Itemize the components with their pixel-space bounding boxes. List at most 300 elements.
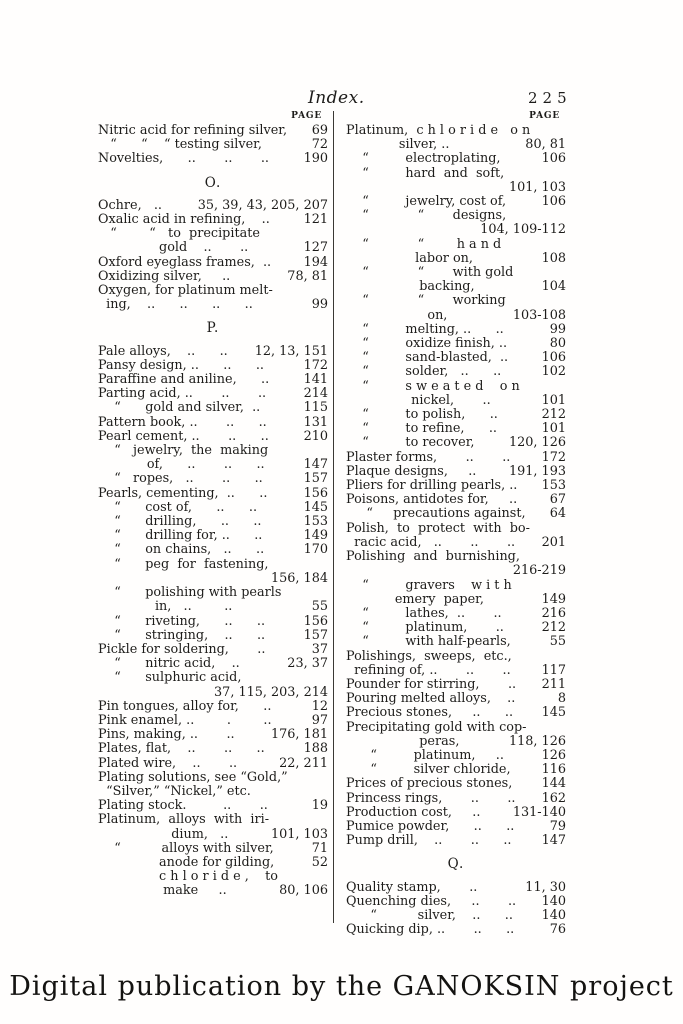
entry-page-number: 153 bbox=[303, 514, 328, 530]
entry-text: “ melting, .. .. bbox=[346, 321, 504, 337]
entry-page-number: 127 bbox=[303, 240, 328, 256]
entry-text: Plating stock. .. .. bbox=[98, 798, 268, 814]
index-entry bbox=[346, 895, 566, 909]
index-entry bbox=[346, 678, 566, 692]
entry-page-number: 116 bbox=[541, 762, 566, 778]
index-entry bbox=[346, 138, 566, 152]
index-entry bbox=[98, 870, 328, 884]
entry-text: Oxalic acid in refining, .. bbox=[98, 212, 270, 228]
entry-text: “ to recover, bbox=[346, 435, 475, 451]
entry-page-number: 78, 81 bbox=[287, 268, 328, 284]
index-entry bbox=[98, 124, 328, 138]
entry-text: labor on, bbox=[346, 250, 473, 266]
entry-text: of, .. .. .. bbox=[98, 457, 265, 473]
entry-text: Platinum, alloys with iri- bbox=[98, 812, 270, 828]
index-entry bbox=[98, 227, 328, 241]
entry-text: “ oxidize finish, .. bbox=[346, 336, 508, 352]
index-entry bbox=[346, 408, 566, 422]
index-entry bbox=[346, 451, 566, 465]
entry-page-number: 37 bbox=[311, 641, 328, 657]
index-entry bbox=[98, 270, 328, 284]
entry-page-number: 201 bbox=[541, 534, 566, 550]
entry-text: “ platinum, .. bbox=[346, 620, 504, 636]
entry-page-number: 37, 115, 203, 214 bbox=[214, 684, 328, 700]
index-entry bbox=[346, 650, 566, 664]
entry-page-number: 108 bbox=[541, 250, 566, 266]
entry-text: “ jewelry, cost of, bbox=[346, 194, 507, 210]
index-entry bbox=[346, 209, 566, 223]
entry-page-number: 156, 184 bbox=[271, 570, 328, 586]
entry-page-number: 117 bbox=[541, 662, 566, 678]
index-entry bbox=[346, 607, 566, 621]
index-entry bbox=[98, 572, 328, 586]
entry-text: “ ropes, .. .. .. bbox=[98, 471, 263, 487]
footer-text: Digital publication by the GANOKSIN project bbox=[9, 971, 674, 1002]
entry-text: “ s w e a t e d o n bbox=[346, 378, 520, 394]
entry-page-number: 118, 126 bbox=[509, 733, 566, 749]
page-column-label: PAGE bbox=[529, 111, 560, 121]
entry-text: Pump drill, .. .. .. bbox=[346, 833, 512, 849]
entry-page-number: 8 bbox=[557, 691, 566, 707]
entry-text: Pickle for soldering, .. bbox=[98, 641, 266, 657]
entry-text: “ “ with gold bbox=[346, 265, 514, 281]
entry-page-number: 101, 103 bbox=[509, 179, 566, 195]
index-entry bbox=[346, 923, 566, 937]
entry-text: anode for gilding, bbox=[98, 854, 275, 870]
index-entry bbox=[346, 294, 566, 308]
entry-text: “ peg for fastening, bbox=[98, 556, 269, 572]
index-entry bbox=[98, 138, 328, 152]
entry-page-number: 144 bbox=[541, 776, 566, 792]
entry-text: “ sulphuric acid, bbox=[98, 670, 242, 686]
index-entry bbox=[346, 522, 566, 536]
entry-text: Pink enamel, .. . .. bbox=[98, 712, 272, 728]
entry-page-number: 12, 13, 151 bbox=[254, 343, 328, 359]
entry-page-number: 157 bbox=[303, 627, 328, 643]
entry-page-number: 102 bbox=[541, 364, 566, 380]
index-entry bbox=[346, 479, 566, 493]
entry-text: emery paper, bbox=[346, 591, 484, 607]
entry-text: backing, bbox=[346, 279, 475, 295]
index-entry bbox=[98, 558, 328, 572]
index-entry bbox=[98, 501, 328, 515]
entry-text: “ jewelry, the making bbox=[98, 443, 269, 459]
index-entry bbox=[346, 280, 566, 294]
page-title: Index. bbox=[308, 88, 365, 108]
entry-page-number: 55 bbox=[549, 634, 566, 650]
entry-page-number: 35, 39, 43, 205, 207 bbox=[197, 197, 328, 213]
entry-page-number: 216-219 bbox=[512, 563, 566, 579]
entry-text: Paraffine and aniline, .. bbox=[98, 372, 270, 388]
index-entry bbox=[98, 256, 328, 270]
index-entry bbox=[98, 686, 328, 700]
entry-text: “ to polish, .. bbox=[346, 407, 498, 423]
entry-page-number: 97 bbox=[311, 712, 328, 728]
entry-page-number: 140 bbox=[541, 893, 566, 909]
entry-page-number: 149 bbox=[541, 591, 566, 607]
entry-text: Pale alloys, .. .. bbox=[98, 343, 228, 359]
entry-page-number: 188 bbox=[303, 741, 328, 757]
index-entry bbox=[98, 785, 328, 799]
entry-text: Pliers for drilling pearls, .. bbox=[346, 478, 518, 494]
entry-text: “ precautions against, bbox=[346, 506, 526, 522]
section-heading: Q. bbox=[447, 856, 465, 873]
index-entry bbox=[346, 507, 566, 521]
entry-page-number: 156 bbox=[303, 485, 328, 501]
index-entry bbox=[98, 600, 328, 614]
index-entry bbox=[346, 721, 566, 735]
index-entry bbox=[346, 252, 566, 266]
entry-page-number: 106 bbox=[541, 151, 566, 167]
entry-text: Novelties, .. .. .. bbox=[98, 151, 270, 167]
entry-text: Plaster forms, .. .. bbox=[346, 449, 511, 465]
entry-page-number: 101 bbox=[541, 421, 566, 437]
section-heading: P. bbox=[206, 320, 220, 337]
index-column-right bbox=[346, 111, 566, 937]
section-heading: O. bbox=[204, 174, 222, 191]
index-entry bbox=[98, 284, 328, 298]
entry-text: Pin tongues, alloy for, .. bbox=[98, 698, 272, 714]
entry-text: Plated wire, .. .. bbox=[98, 755, 238, 771]
entry-text: Pounder for stirring, .. bbox=[346, 676, 517, 692]
entry-text: “ with half-pearls, bbox=[346, 634, 511, 650]
index-entry bbox=[98, 487, 328, 501]
index-entry bbox=[346, 124, 566, 138]
entry-text: “ “ working bbox=[346, 293, 506, 309]
entry-text: Platinum, c h l o r i d e o n bbox=[346, 123, 531, 138]
index-entry bbox=[346, 493, 566, 507]
entry-text: c h l o r i d e , to bbox=[98, 869, 278, 885]
index-entry bbox=[98, 152, 328, 166]
entry-text: “ to refine, .. bbox=[346, 421, 497, 437]
entry-text: Production cost, .. bbox=[346, 804, 481, 820]
entry-text: Nitric acid for refining silver, bbox=[98, 123, 288, 138]
entry-text: “ hard and soft, bbox=[346, 165, 505, 181]
index-column-left bbox=[98, 111, 328, 899]
entry-text: “ platinum, .. bbox=[346, 747, 504, 763]
entry-text: Quenching dies, .. .. bbox=[346, 893, 517, 909]
entry-page-number: 141 bbox=[303, 372, 328, 388]
entry-text: Ochre, .. bbox=[98, 197, 162, 213]
index-entry bbox=[98, 444, 328, 458]
entry-text: Parting acid, .. .. .. bbox=[98, 386, 267, 402]
index-entry bbox=[98, 416, 328, 430]
index-entry bbox=[98, 586, 328, 600]
entry-text: “ nitric acid, .. bbox=[98, 656, 240, 672]
entry-page-number: 115 bbox=[303, 400, 328, 416]
entry-text: “ silver chloride, bbox=[346, 762, 511, 778]
entry-page-number: 153 bbox=[541, 478, 566, 494]
index-entry bbox=[98, 813, 328, 827]
index-entry bbox=[98, 543, 328, 557]
index-entry bbox=[98, 643, 328, 657]
index-entry bbox=[346, 365, 566, 379]
index-entry bbox=[346, 550, 566, 564]
index-entry bbox=[346, 834, 566, 848]
entry-text: Polish, to protect with bo- bbox=[346, 520, 530, 536]
index-entry bbox=[346, 579, 566, 593]
entry-text: Princess rings, .. .. bbox=[346, 790, 516, 806]
entry-text: “ lathes, .. .. bbox=[346, 605, 502, 621]
entry-text: “ solder, .. .. bbox=[346, 364, 502, 380]
index-entry bbox=[98, 757, 328, 771]
index-entry bbox=[98, 529, 328, 543]
index-entry bbox=[98, 458, 328, 472]
entry-page-number: 140 bbox=[541, 907, 566, 923]
entry-page-number: 106 bbox=[541, 194, 566, 210]
index-entry bbox=[346, 309, 566, 323]
entry-text: “ drilling, .. .. bbox=[98, 514, 262, 530]
entry-text: Pansy design, .. .. .. bbox=[98, 357, 264, 373]
entry-text: “ gold and silver, .. bbox=[98, 400, 261, 416]
index-entry bbox=[98, 799, 328, 813]
entry-page-number: 76 bbox=[549, 922, 566, 938]
index-entry bbox=[98, 742, 328, 756]
entry-text: racic acid, .. .. .. bbox=[346, 534, 516, 550]
index-entry bbox=[98, 515, 328, 529]
entry-page-number: 214 bbox=[303, 386, 328, 402]
index-entry bbox=[346, 692, 566, 706]
entry-text: “ drilling for, .. .. bbox=[98, 528, 263, 544]
entry-page-number: 80, 106 bbox=[279, 883, 328, 899]
entry-page-number: 212 bbox=[541, 407, 566, 423]
entry-page-number: 71 bbox=[311, 840, 328, 856]
entry-page-number: 156 bbox=[303, 613, 328, 629]
index-entry bbox=[346, 337, 566, 351]
index-entry bbox=[98, 472, 328, 486]
entry-page-number: 67 bbox=[549, 492, 566, 508]
entry-text: “ “ to precipitate bbox=[98, 226, 260, 242]
entry-text: Pouring melted alloys, .. bbox=[346, 691, 516, 707]
index-entry bbox=[346, 621, 566, 635]
entry-page-number: 191, 193 bbox=[509, 463, 566, 479]
entry-page-number: 131 bbox=[303, 414, 328, 430]
index-entry bbox=[98, 629, 328, 643]
entry-page-number: 104 bbox=[541, 279, 566, 295]
index-entry bbox=[346, 195, 566, 209]
entry-page-number: 149 bbox=[303, 528, 328, 544]
entry-page-number: 211 bbox=[541, 676, 566, 692]
entry-text: Oxidizing silver, .. bbox=[98, 268, 231, 284]
entry-text: “ stringing, .. .. bbox=[98, 627, 266, 643]
index-entry bbox=[98, 615, 328, 629]
index-entry bbox=[346, 436, 566, 450]
index-entry bbox=[346, 749, 566, 763]
entry-text: Quality stamp, .. bbox=[346, 879, 478, 895]
entry-page-number: 212 bbox=[541, 620, 566, 636]
entry-text: “Silver,” “Nickel,” etc. bbox=[98, 783, 251, 799]
index-entry bbox=[98, 430, 328, 444]
entry-text: “ electroplating, bbox=[346, 151, 501, 167]
entry-text: Pattern book, .. .. .. bbox=[98, 414, 267, 430]
entry-text: gold .. .. bbox=[98, 240, 249, 256]
entry-text: silver, .. bbox=[346, 137, 450, 153]
entry-text: ing, .. .. .. .. bbox=[98, 297, 253, 313]
index-entry bbox=[346, 881, 566, 895]
index-entry bbox=[346, 223, 566, 237]
index-entry bbox=[346, 820, 566, 834]
index-entry bbox=[346, 735, 566, 749]
entry-page-number: 11, 30 bbox=[525, 879, 566, 895]
index-entry bbox=[346, 593, 566, 607]
index-entry bbox=[346, 806, 566, 820]
entry-text: “ riveting, .. .. bbox=[98, 613, 266, 629]
entry-text: peras, bbox=[346, 733, 460, 749]
entry-page-number: 101 bbox=[541, 392, 566, 408]
index-entry bbox=[98, 241, 328, 255]
entry-page-number: 99 bbox=[549, 321, 566, 337]
index-entry bbox=[346, 181, 566, 195]
entry-page-number: 176, 181 bbox=[271, 727, 328, 743]
index-entry bbox=[346, 564, 566, 578]
index-entry bbox=[346, 422, 566, 436]
index-entry bbox=[346, 351, 566, 365]
entry-text: “ “ “ testing silver, bbox=[98, 137, 262, 153]
entry-page-number: 216 bbox=[541, 605, 566, 621]
index-entry bbox=[98, 828, 328, 842]
index-entry bbox=[98, 856, 328, 870]
entry-page-number: 162 bbox=[541, 790, 566, 806]
entry-page-number: 101, 103 bbox=[271, 826, 328, 842]
index-entry bbox=[346, 706, 566, 720]
index-entry bbox=[98, 728, 328, 742]
entry-page-number: 79 bbox=[549, 818, 566, 834]
entry-text: Quicking dip, .. .. .. bbox=[346, 922, 515, 938]
page-column-label: PAGE bbox=[291, 111, 322, 121]
entry-text: refining of, .. .. .. bbox=[346, 662, 511, 678]
page-number: 225 bbox=[528, 89, 572, 107]
index-entry bbox=[346, 777, 566, 791]
entry-page-number: 210 bbox=[303, 428, 328, 444]
entry-text: Polishings, sweeps, etc., bbox=[346, 648, 512, 664]
entry-text: Pearl cement, .. .. .. bbox=[98, 428, 269, 444]
entry-text: nickel, .. bbox=[346, 392, 491, 408]
index-entry bbox=[98, 213, 328, 227]
index-entry bbox=[346, 664, 566, 678]
entry-page-number: 120, 126 bbox=[509, 435, 566, 451]
index-entry bbox=[98, 387, 328, 401]
entry-page-number: 145 bbox=[541, 705, 566, 721]
entry-text: on, bbox=[346, 307, 448, 323]
index-entry bbox=[346, 465, 566, 479]
entry-text: “ polishing with pearls bbox=[98, 585, 282, 601]
index-entry bbox=[98, 771, 328, 785]
entry-page-number: 69 bbox=[311, 123, 328, 138]
entry-text: Polishing and burnishing, bbox=[346, 549, 520, 565]
index-entry bbox=[346, 536, 566, 550]
entry-page-number: 103-108 bbox=[512, 307, 566, 323]
entry-page-number: 172 bbox=[541, 449, 566, 465]
entry-text: Oxford eyeglass frames, .. bbox=[98, 254, 272, 270]
entry-text: “ alloys with silver, bbox=[98, 840, 274, 856]
entry-page-number: 80 bbox=[549, 336, 566, 352]
entry-page-number: 12 bbox=[311, 698, 328, 714]
index-entry bbox=[346, 394, 566, 408]
index-entry bbox=[98, 401, 328, 415]
entry-page-number: 104, 109-112 bbox=[480, 222, 566, 238]
entry-page-number: 145 bbox=[303, 499, 328, 515]
index-entry bbox=[98, 298, 328, 312]
entry-page-number: 72 bbox=[311, 137, 328, 153]
index-entry bbox=[98, 345, 328, 359]
entry-page-number: 19 bbox=[311, 798, 328, 814]
index-entry bbox=[346, 323, 566, 337]
entry-text: make .. bbox=[98, 883, 227, 899]
index-entry bbox=[98, 199, 328, 213]
index-entry bbox=[346, 635, 566, 649]
entry-text: “ “ designs, bbox=[346, 208, 507, 224]
entry-page-number: 194 bbox=[303, 254, 328, 270]
entry-page-number: 170 bbox=[303, 542, 328, 558]
index-entry bbox=[346, 909, 566, 923]
entry-page-number: 126 bbox=[541, 747, 566, 763]
entry-page-number: 23, 37 bbox=[287, 656, 328, 672]
index-entry bbox=[346, 152, 566, 166]
entry-page-number: 106 bbox=[541, 350, 566, 366]
index-entry bbox=[346, 380, 566, 394]
index-entry bbox=[346, 792, 566, 806]
entry-page-number: 147 bbox=[303, 457, 328, 473]
entry-text: Poisons, antidotes for, .. bbox=[346, 492, 518, 508]
entry-text: Prices of precious stones, bbox=[346, 776, 513, 792]
entry-text: Pumice powder, .. .. bbox=[346, 818, 515, 834]
entry-text: “ on chains, .. .. bbox=[98, 542, 265, 558]
entry-text: Pearls, cementing, .. .. bbox=[98, 485, 268, 501]
index-entry bbox=[98, 700, 328, 714]
index-entry bbox=[346, 238, 566, 252]
index-entry bbox=[346, 763, 566, 777]
entry-page-number: 55 bbox=[311, 599, 328, 615]
index-entry bbox=[98, 657, 328, 671]
entry-text: in, .. .. bbox=[98, 599, 233, 615]
entry-page-number: 172 bbox=[303, 357, 328, 373]
entry-page-number: 52 bbox=[311, 854, 328, 870]
entry-page-number: 147 bbox=[541, 833, 566, 849]
entry-text: Pins, making, .. .. bbox=[98, 727, 235, 743]
index-columns bbox=[98, 111, 566, 937]
entry-text: “ cost of, .. .. bbox=[98, 499, 258, 515]
index-entry bbox=[346, 266, 566, 280]
entry-page-number: 22, 211 bbox=[279, 755, 328, 771]
entry-text: “ gravers w i t h bbox=[346, 577, 512, 593]
column-divider-rule bbox=[333, 111, 334, 923]
entry-page-number: 99 bbox=[311, 297, 328, 313]
index-entry bbox=[98, 842, 328, 856]
index-entry bbox=[346, 167, 566, 181]
entry-text: “ silver, .. .. bbox=[346, 907, 513, 923]
index-entry bbox=[98, 373, 328, 387]
entry-page-number: 131-140 bbox=[512, 804, 566, 820]
entry-text: “ “ h a n d bbox=[346, 236, 502, 252]
entry-page-number: 64 bbox=[549, 506, 566, 522]
entry-text: Oxygen, for platinum melt- bbox=[98, 283, 273, 299]
index-entry bbox=[98, 671, 328, 685]
entry-text: Precipitating gold with cop- bbox=[346, 719, 527, 735]
entry-text: Plating solutions, see “Gold,” bbox=[98, 769, 288, 785]
entry-page-number: 121 bbox=[303, 212, 328, 228]
entry-text: “ sand-blasted, .. bbox=[346, 350, 509, 366]
entry-page-number: 157 bbox=[303, 471, 328, 487]
entry-text: Plates, flat, .. .. .. bbox=[98, 741, 265, 757]
entry-page-number: 190 bbox=[303, 151, 328, 167]
entry-text: dium, .. bbox=[98, 826, 229, 842]
entry-page-number: 80, 81 bbox=[525, 137, 566, 153]
index-entry bbox=[98, 884, 328, 898]
entry-text: Precious stones, .. .. bbox=[346, 705, 514, 721]
index-entry bbox=[98, 359, 328, 373]
entry-text: Plaque designs, .. bbox=[346, 463, 477, 479]
index-entry bbox=[98, 714, 328, 728]
